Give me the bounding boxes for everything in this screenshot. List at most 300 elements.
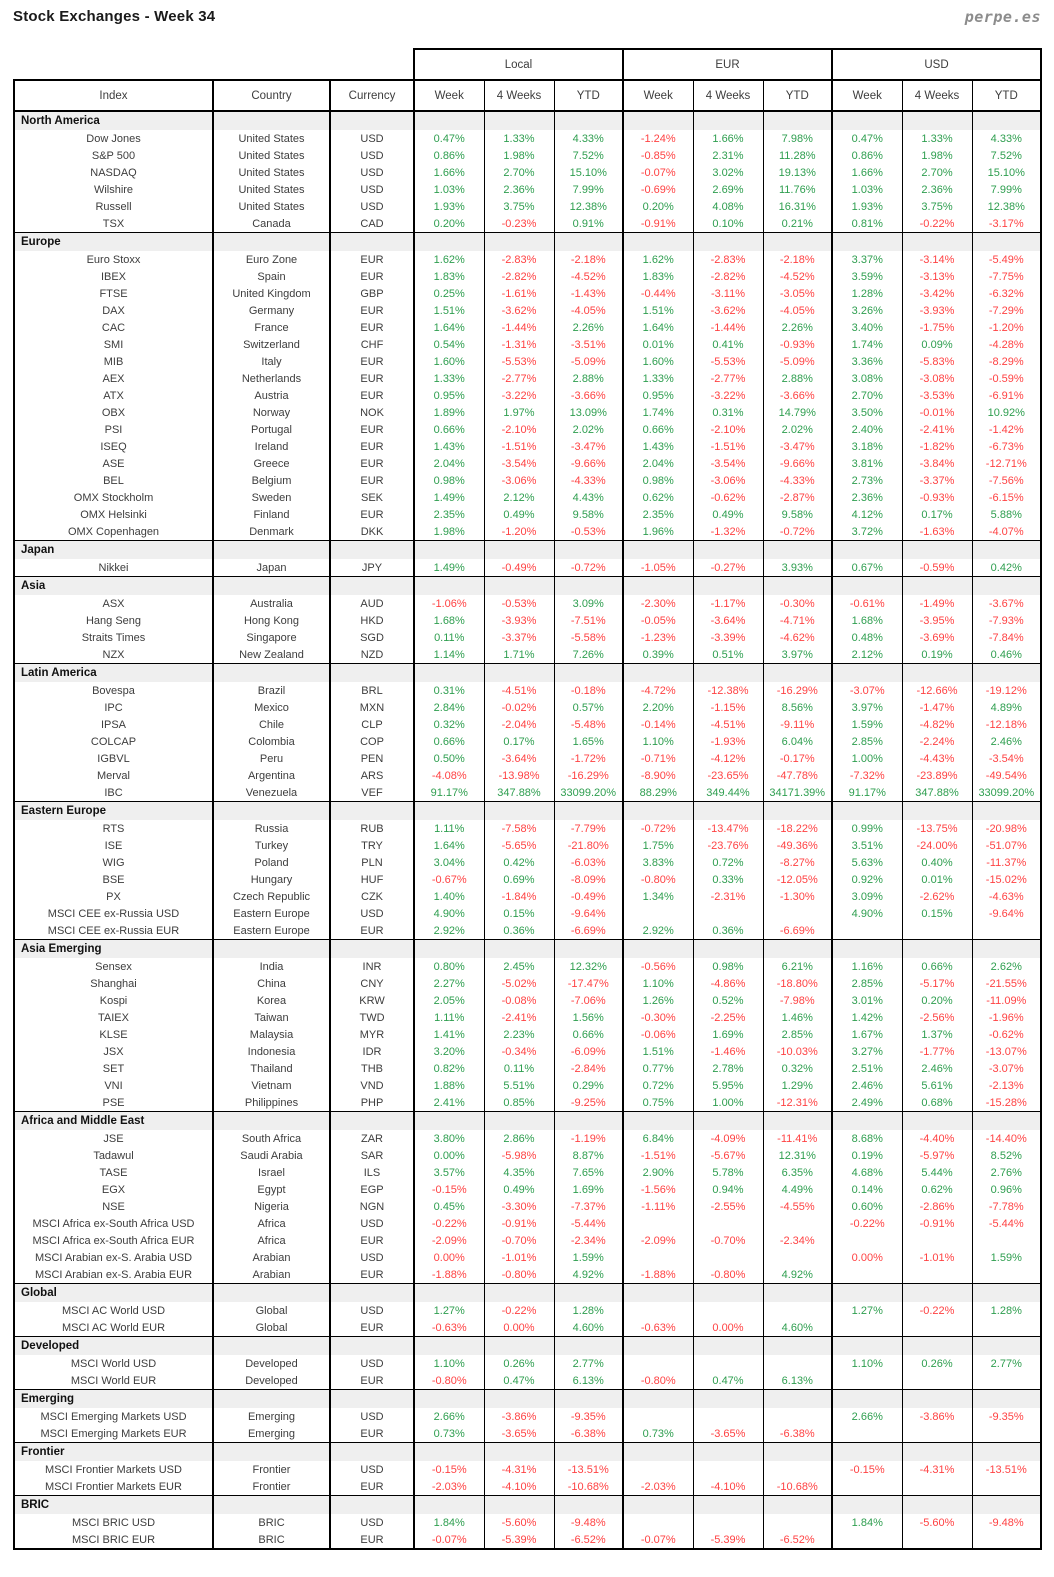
value-cell: -6.73% [972, 438, 1041, 455]
value-cell: 0.11% [484, 1060, 554, 1077]
section-cell [414, 111, 484, 130]
value-cell: -5.83% [902, 353, 972, 370]
value-cell: -0.91% [623, 215, 693, 233]
country-cell: Austria [213, 387, 330, 404]
value-cell: 1.28% [972, 1302, 1041, 1319]
table-row [14, 1266, 1041, 1284]
value-cell: -49.36% [763, 837, 832, 854]
value-cell: -3.51% [554, 336, 623, 353]
value-cell: -3.95% [902, 612, 972, 629]
value-cell: -1.51% [693, 438, 763, 455]
section-header-row [14, 1390, 1041, 1409]
country-cell: Philippines [213, 1094, 330, 1112]
index-cell: MSCI World EUR [14, 1372, 213, 1390]
value-cell: -5.49% [972, 251, 1041, 268]
section-label: Developed [14, 1337, 213, 1356]
value-cell: 1.93% [832, 198, 902, 215]
section-cell [763, 577, 832, 596]
value-cell: 0.95% [623, 387, 693, 404]
table-row [14, 268, 1041, 285]
currency-cell: NGN [330, 1198, 414, 1215]
value-cell: -0.07% [623, 1531, 693, 1549]
value-cell: 15.10% [972, 164, 1041, 181]
table-row [14, 1026, 1041, 1043]
value-cell [972, 1266, 1041, 1284]
section-cell [902, 1390, 972, 1409]
value-cell: -4.31% [902, 1461, 972, 1478]
value-cell [623, 1514, 693, 1531]
value-cell: 0.99% [832, 820, 902, 837]
value-cell [902, 1266, 972, 1284]
country-cell: Spain [213, 268, 330, 285]
value-cell: 2.92% [623, 922, 693, 940]
value-cell [763, 1408, 832, 1425]
value-cell: 3.83% [623, 854, 693, 871]
value-cell: 4.60% [554, 1319, 623, 1337]
value-cell: -3.47% [554, 438, 623, 455]
country-cell: Italy [213, 353, 330, 370]
value-cell: 3.51% [832, 837, 902, 854]
value-cell: -8.29% [972, 353, 1041, 370]
value-cell: 1.43% [623, 438, 693, 455]
value-cell: -9.48% [972, 1514, 1041, 1531]
currency-cell: USD [330, 147, 414, 164]
value-cell: 1.49% [414, 559, 484, 577]
value-cell: -13.51% [554, 1461, 623, 1478]
value-cell: 0.19% [902, 646, 972, 664]
value-cell: -3.69% [902, 629, 972, 646]
value-cell: 4.68% [832, 1164, 902, 1181]
value-cell: 1.98% [484, 147, 554, 164]
value-cell [623, 1302, 693, 1319]
value-cell: -0.56% [623, 958, 693, 975]
index-cell: CAC [14, 319, 213, 336]
section-cell [623, 1443, 693, 1462]
section-cell [623, 541, 693, 560]
index-cell: ATX [14, 387, 213, 404]
index-cell: Dow Jones [14, 130, 213, 147]
country-cell: Vietnam [213, 1077, 330, 1094]
table-row [14, 1060, 1041, 1077]
value-cell: -3.93% [484, 612, 554, 629]
value-cell: -1.01% [484, 1249, 554, 1266]
index-cell: IGBVL [14, 750, 213, 767]
index-cell: MSCI Africa ex-South Africa EUR [14, 1232, 213, 1249]
value-cell: 0.66% [623, 421, 693, 438]
currency-cell: USD [330, 1408, 414, 1425]
section-cell [763, 1443, 832, 1462]
value-cell: 5.88% [972, 506, 1041, 523]
value-cell: 1.37% [902, 1026, 972, 1043]
section-cell [330, 1337, 414, 1356]
value-cell: 4.08% [693, 198, 763, 215]
value-cell: -0.30% [763, 595, 832, 612]
value-cell: 0.10% [693, 215, 763, 233]
value-cell: 4.33% [554, 130, 623, 147]
value-cell: 0.32% [763, 1060, 832, 1077]
value-cell: 10.92% [972, 404, 1041, 421]
country-cell: Denmark [213, 523, 330, 541]
country-cell: Emerging [213, 1408, 330, 1425]
value-cell: -2.77% [484, 370, 554, 387]
section-header-row [14, 802, 1041, 821]
table-row [14, 699, 1041, 716]
table-row [14, 854, 1041, 871]
column-header-country: Country [213, 80, 330, 111]
value-cell: 3.27% [832, 1043, 902, 1060]
section-cell [623, 233, 693, 252]
section-cell [693, 1337, 763, 1356]
value-cell: 2.27% [414, 975, 484, 992]
value-cell: -0.15% [414, 1181, 484, 1198]
country-cell: Czech Republic [213, 888, 330, 905]
index-cell: KLSE [14, 1026, 213, 1043]
table-row [14, 1009, 1041, 1026]
value-cell: -3.39% [693, 629, 763, 646]
section-cell [330, 577, 414, 596]
section-cell [554, 940, 623, 959]
value-cell: -7.84% [972, 629, 1041, 646]
report-topbar [13, 8, 1041, 48]
value-cell: 7.65% [554, 1164, 623, 1181]
group-header-local: Local [414, 49, 623, 80]
value-cell: -3.86% [902, 1408, 972, 1425]
value-cell: -7.79% [554, 820, 623, 837]
value-cell: -3.64% [693, 612, 763, 629]
value-cell [832, 1319, 902, 1337]
value-cell: 5.95% [693, 1077, 763, 1094]
currency-cell: PEN [330, 750, 414, 767]
value-cell [763, 1514, 832, 1531]
group-header-usd: USD [832, 49, 1041, 80]
value-cell: 4.92% [554, 1266, 623, 1284]
currency-cell: DKK [330, 523, 414, 541]
value-cell: 2.90% [623, 1164, 693, 1181]
table-row [14, 1408, 1041, 1425]
value-cell: 0.47% [693, 1372, 763, 1390]
value-cell: -6.03% [554, 854, 623, 871]
value-cell: 4.90% [832, 905, 902, 922]
section-cell [623, 577, 693, 596]
index-cell: NSE [14, 1198, 213, 1215]
value-cell: -0.53% [484, 595, 554, 612]
value-cell: 33099.20% [972, 784, 1041, 802]
table-row [14, 147, 1041, 164]
value-cell: -3.07% [832, 682, 902, 699]
value-cell: 1.97% [484, 404, 554, 421]
section-cell [763, 1337, 832, 1356]
country-cell: India [213, 958, 330, 975]
value-cell: 1.42% [832, 1009, 902, 1026]
index-cell: IPC [14, 699, 213, 716]
table-row [14, 1130, 1041, 1147]
value-cell: -3.67% [972, 595, 1041, 612]
section-cell [972, 541, 1041, 560]
value-cell: -3.54% [972, 750, 1041, 767]
country-cell: Hungary [213, 871, 330, 888]
value-cell: 1.69% [693, 1026, 763, 1043]
value-cell: 2.23% [484, 1026, 554, 1043]
value-cell: 91.17% [832, 784, 902, 802]
country-cell: Brazil [213, 682, 330, 699]
section-header-row [14, 541, 1041, 560]
currency-cell: AUD [330, 595, 414, 612]
value-cell: 4.49% [763, 1181, 832, 1198]
table-row [14, 251, 1041, 268]
value-cell: -5.44% [972, 1215, 1041, 1232]
value-cell: -1.31% [484, 336, 554, 353]
country-cell: Egypt [213, 1181, 330, 1198]
country-cell: New Zealand [213, 646, 330, 664]
value-cell: -2.34% [554, 1232, 623, 1249]
value-cell [623, 1215, 693, 1232]
value-cell: 15.10% [554, 164, 623, 181]
country-cell: United States [213, 147, 330, 164]
section-cell [414, 1112, 484, 1131]
index-cell: Merval [14, 767, 213, 784]
section-cell [902, 233, 972, 252]
country-cell: Africa [213, 1232, 330, 1249]
value-cell: -6.69% [763, 922, 832, 940]
value-cell: 0.60% [832, 1198, 902, 1215]
value-cell: -16.29% [763, 682, 832, 699]
value-cell: 1.29% [763, 1077, 832, 1094]
value-cell: -1.63% [902, 523, 972, 541]
value-cell: -7.56% [972, 472, 1041, 489]
value-cell: -0.30% [623, 1009, 693, 1026]
value-cell: 0.72% [623, 1077, 693, 1094]
currency-cell: EUR [330, 319, 414, 336]
value-cell: -1.51% [623, 1147, 693, 1164]
section-cell [972, 1443, 1041, 1462]
value-cell: 3.09% [832, 888, 902, 905]
value-cell: 9.58% [554, 506, 623, 523]
value-cell: 9.58% [763, 506, 832, 523]
currency-cell: USD [330, 1302, 414, 1319]
value-cell: 0.47% [484, 1372, 554, 1390]
section-cell [623, 1496, 693, 1515]
value-cell [902, 922, 972, 940]
value-cell: -1.88% [623, 1266, 693, 1284]
value-cell: -0.22% [902, 1302, 972, 1319]
value-cell [902, 1478, 972, 1496]
section-label: Africa and Middle East [14, 1112, 213, 1131]
column-header-week: Week [623, 80, 693, 111]
value-cell: -2.03% [414, 1478, 484, 1496]
value-cell: -5.44% [554, 1215, 623, 1232]
section-cell [213, 664, 330, 683]
currency-cell: EUR [330, 421, 414, 438]
value-cell: -4.07% [972, 523, 1041, 541]
currency-cell: EUR [330, 302, 414, 319]
value-cell: -1.84% [484, 888, 554, 905]
value-cell: -4.55% [763, 1198, 832, 1215]
value-cell: 2.05% [414, 992, 484, 1009]
value-cell: 13.09% [554, 404, 623, 421]
country-cell: Global [213, 1302, 330, 1319]
currency-cell: PLN [330, 854, 414, 871]
value-cell: -0.17% [763, 750, 832, 767]
value-cell: 0.21% [763, 215, 832, 233]
section-header-row [14, 940, 1041, 959]
value-cell: -5.09% [763, 353, 832, 370]
value-cell: -13.75% [902, 820, 972, 837]
value-cell: -11.37% [972, 854, 1041, 871]
section-cell [832, 1337, 902, 1356]
value-cell: 6.21% [763, 958, 832, 975]
value-cell: 1.46% [763, 1009, 832, 1026]
column-header-4-weeks: 4 Weeks [902, 80, 972, 111]
country-cell: Emerging [213, 1425, 330, 1443]
section-cell [330, 111, 414, 130]
value-cell [693, 1355, 763, 1372]
value-cell: 2.70% [832, 387, 902, 404]
table-head [14, 49, 1041, 111]
index-cell: SET [14, 1060, 213, 1077]
section-cell [623, 1112, 693, 1131]
table-row [14, 975, 1041, 992]
section-cell [832, 940, 902, 959]
value-cell: -23.65% [693, 767, 763, 784]
value-cell: -10.68% [554, 1478, 623, 1496]
value-cell [902, 1232, 972, 1249]
value-cell: 2.85% [832, 975, 902, 992]
value-cell: -21.55% [972, 975, 1041, 992]
value-cell: -3.30% [484, 1198, 554, 1215]
value-cell [972, 922, 1041, 940]
value-cell: 1.03% [414, 181, 484, 198]
value-cell: 4.92% [763, 1266, 832, 1284]
value-cell: -0.70% [693, 1232, 763, 1249]
section-cell [623, 1284, 693, 1303]
section-cell [213, 1443, 330, 1462]
table-row [14, 506, 1041, 523]
value-cell: -2.41% [484, 1009, 554, 1026]
value-cell: -9.35% [972, 1408, 1041, 1425]
value-cell: -11.41% [763, 1130, 832, 1147]
value-cell: 5.78% [693, 1164, 763, 1181]
value-cell: 0.86% [832, 147, 902, 164]
value-cell: 12.31% [763, 1147, 832, 1164]
value-cell: 2.85% [832, 733, 902, 750]
value-cell: -6.09% [554, 1043, 623, 1060]
value-cell: 0.19% [832, 1147, 902, 1164]
index-cell: PX [14, 888, 213, 905]
value-cell: -4.10% [693, 1478, 763, 1496]
value-cell: -0.71% [623, 750, 693, 767]
index-cell: OBX [14, 404, 213, 421]
section-cell [213, 577, 330, 596]
value-cell: -1.30% [763, 888, 832, 905]
table-row [14, 1198, 1041, 1215]
value-cell: 1.43% [414, 438, 484, 455]
value-cell [693, 905, 763, 922]
value-cell: 1.11% [414, 820, 484, 837]
value-cell: -1.88% [414, 1266, 484, 1284]
country-cell: United States [213, 130, 330, 147]
value-cell: 1.83% [414, 268, 484, 285]
value-cell: 7.52% [972, 147, 1041, 164]
value-cell: 1.27% [414, 1302, 484, 1319]
value-cell: -1.24% [623, 130, 693, 147]
index-cell: MSCI Emerging Markets EUR [14, 1425, 213, 1443]
value-cell: 1.33% [484, 130, 554, 147]
value-cell: 4.43% [554, 489, 623, 506]
index-cell: TAIEX [14, 1009, 213, 1026]
value-cell: 2.12% [832, 646, 902, 664]
value-cell: -0.80% [693, 1266, 763, 1284]
value-cell: -3.06% [693, 472, 763, 489]
value-cell: -3.05% [763, 285, 832, 302]
value-cell: -0.72% [763, 523, 832, 541]
country-cell: Frontier [213, 1461, 330, 1478]
value-cell: 6.13% [554, 1372, 623, 1390]
value-cell: 2.45% [484, 958, 554, 975]
country-cell: Euro Zone [213, 251, 330, 268]
value-cell: 0.15% [902, 905, 972, 922]
value-cell: 347.88% [484, 784, 554, 802]
value-cell: -8.90% [623, 767, 693, 784]
value-cell: 0.20% [902, 992, 972, 1009]
index-cell: MSCI Frontier Markets EUR [14, 1478, 213, 1496]
value-cell: 1.16% [832, 958, 902, 975]
value-cell [623, 905, 693, 922]
index-cell: Wilshire [14, 181, 213, 198]
value-cell: -1.15% [693, 699, 763, 716]
section-cell [554, 111, 623, 130]
currency-cell: IDR [330, 1043, 414, 1060]
value-cell: 2.26% [554, 319, 623, 336]
section-cell [213, 1390, 330, 1409]
table-row [14, 1181, 1041, 1198]
value-cell: -6.69% [554, 922, 623, 940]
value-cell: -6.52% [763, 1531, 832, 1549]
value-cell: -12.66% [902, 682, 972, 699]
value-cell: 1.40% [414, 888, 484, 905]
value-cell: -1.75% [902, 319, 972, 336]
section-cell [213, 541, 330, 560]
value-cell: 1.75% [623, 837, 693, 854]
country-cell: Global [213, 1319, 330, 1337]
value-cell [832, 1425, 902, 1443]
value-cell: -7.98% [763, 992, 832, 1009]
section-cell [623, 1337, 693, 1356]
section-cell [213, 1284, 330, 1303]
value-cell: -0.22% [832, 1215, 902, 1232]
table-row [14, 319, 1041, 336]
value-cell [763, 1302, 832, 1319]
value-cell: 0.66% [902, 958, 972, 975]
section-cell [763, 233, 832, 252]
value-cell: 6.84% [623, 1130, 693, 1147]
value-cell: 2.40% [832, 421, 902, 438]
value-cell: 2.51% [832, 1060, 902, 1077]
value-cell: -9.64% [972, 905, 1041, 922]
value-cell: 0.52% [693, 992, 763, 1009]
section-cell [832, 111, 902, 130]
section-cell [693, 1496, 763, 1515]
section-cell [554, 1337, 623, 1356]
value-cell: -1.20% [972, 319, 1041, 336]
section-cell [693, 664, 763, 683]
currency-cell: RUB [330, 820, 414, 837]
section-cell [330, 233, 414, 252]
currency-cell: ILS [330, 1164, 414, 1181]
value-cell: 16.31% [763, 198, 832, 215]
index-cell: SMI [14, 336, 213, 353]
section-cell [414, 1337, 484, 1356]
currency-cell: COP [330, 733, 414, 750]
